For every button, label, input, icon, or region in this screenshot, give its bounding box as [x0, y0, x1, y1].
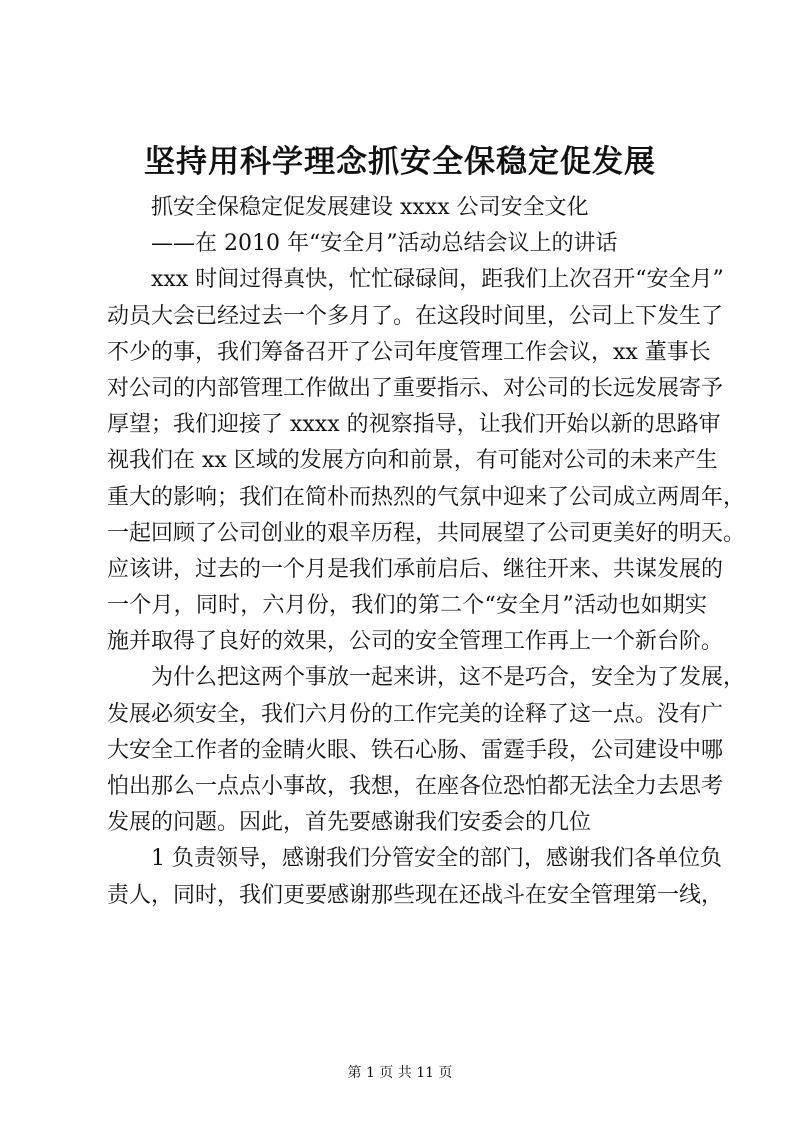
subtitle-line: 抓安全保稳定促发展建设 xxxx 公司安全文化: [151, 195, 589, 220]
page-number: 第 1 页 共 11 页: [347, 1065, 453, 1081]
paragraph-line: 一个月，同时，六月份，我们的第二个“安全月”活动也如期实: [107, 593, 707, 619]
paragraph-line: 怕出那么一点点小事故，我想，在座各位恐怕都无法全力去思考: [107, 774, 724, 799]
paragraph-line: 施并取得了良好的效果，公司的安全管理工作再上一个新台阶。: [107, 629, 724, 655]
document-title: 坚持用科学理念抓安全保稳定促发展: [144, 144, 656, 180]
paragraph-line: 为什么把这两个事放一起来讲，这不是巧合，安全为了发展，: [151, 665, 746, 691]
paragraph-line: 视我们在 xx 区域的发展方向和前景，有可能对公司的未来产生: [107, 448, 718, 474]
paragraph-line: 厚望；我们迎接了 xxxx 的视察指导，让我们开始以新的思路审: [107, 412, 721, 438]
paragraph-line: 责人，同时，我们更要感谢那些现在还战斗在安全管理第一线，: [107, 882, 724, 908]
subtitle-line: ——在 2010 年“安全月”活动总结会议上的讲话: [151, 231, 618, 257]
paragraph-line: 不少的事，我们筹备召开了公司年度管理工作会议，xx 董事长: [107, 339, 711, 365]
paragraph-line: 重大的影响；我们在简朴而热烈的气氛中迎来了公司成立两周年，: [107, 484, 746, 510]
paragraph-line: xxx 时间过得真快，忙忙碌碌间，距我们上次召开“安全月”: [151, 267, 724, 293]
document-body: [107, 190, 746, 914]
paragraph-line: 发展必须安全，我们六月份的工作完美的诠释了这一点。没有广: [107, 701, 724, 727]
paragraph-line: 一起回顾了公司创业的艰辛历程，共同展望了公司更美好的明天。: [107, 520, 746, 546]
paragraph-line: 大安全工作者的金睛火眼、铁石心肠、雷霆手段，公司建设中哪: [107, 737, 724, 763]
paragraph-line: 动员大会已经过去一个多月了。在这段时间里，公司上下发生了: [107, 303, 724, 329]
paragraph-line: 发展的问题。因此，首先要感谢我们安委会的几位: [107, 810, 592, 836]
paragraph-line: 1 负责领导，感谢我们分管安全的部门，感谢我们各单位负: [151, 846, 722, 872]
paragraph-line: 对公司的内部管理工作做出了重要指示、对公司的长远发展寄予: [107, 375, 724, 401]
paragraph-line: 应该讲，过去的一个月是我们承前启后、继往开来、共谋发展的: [107, 556, 724, 582]
